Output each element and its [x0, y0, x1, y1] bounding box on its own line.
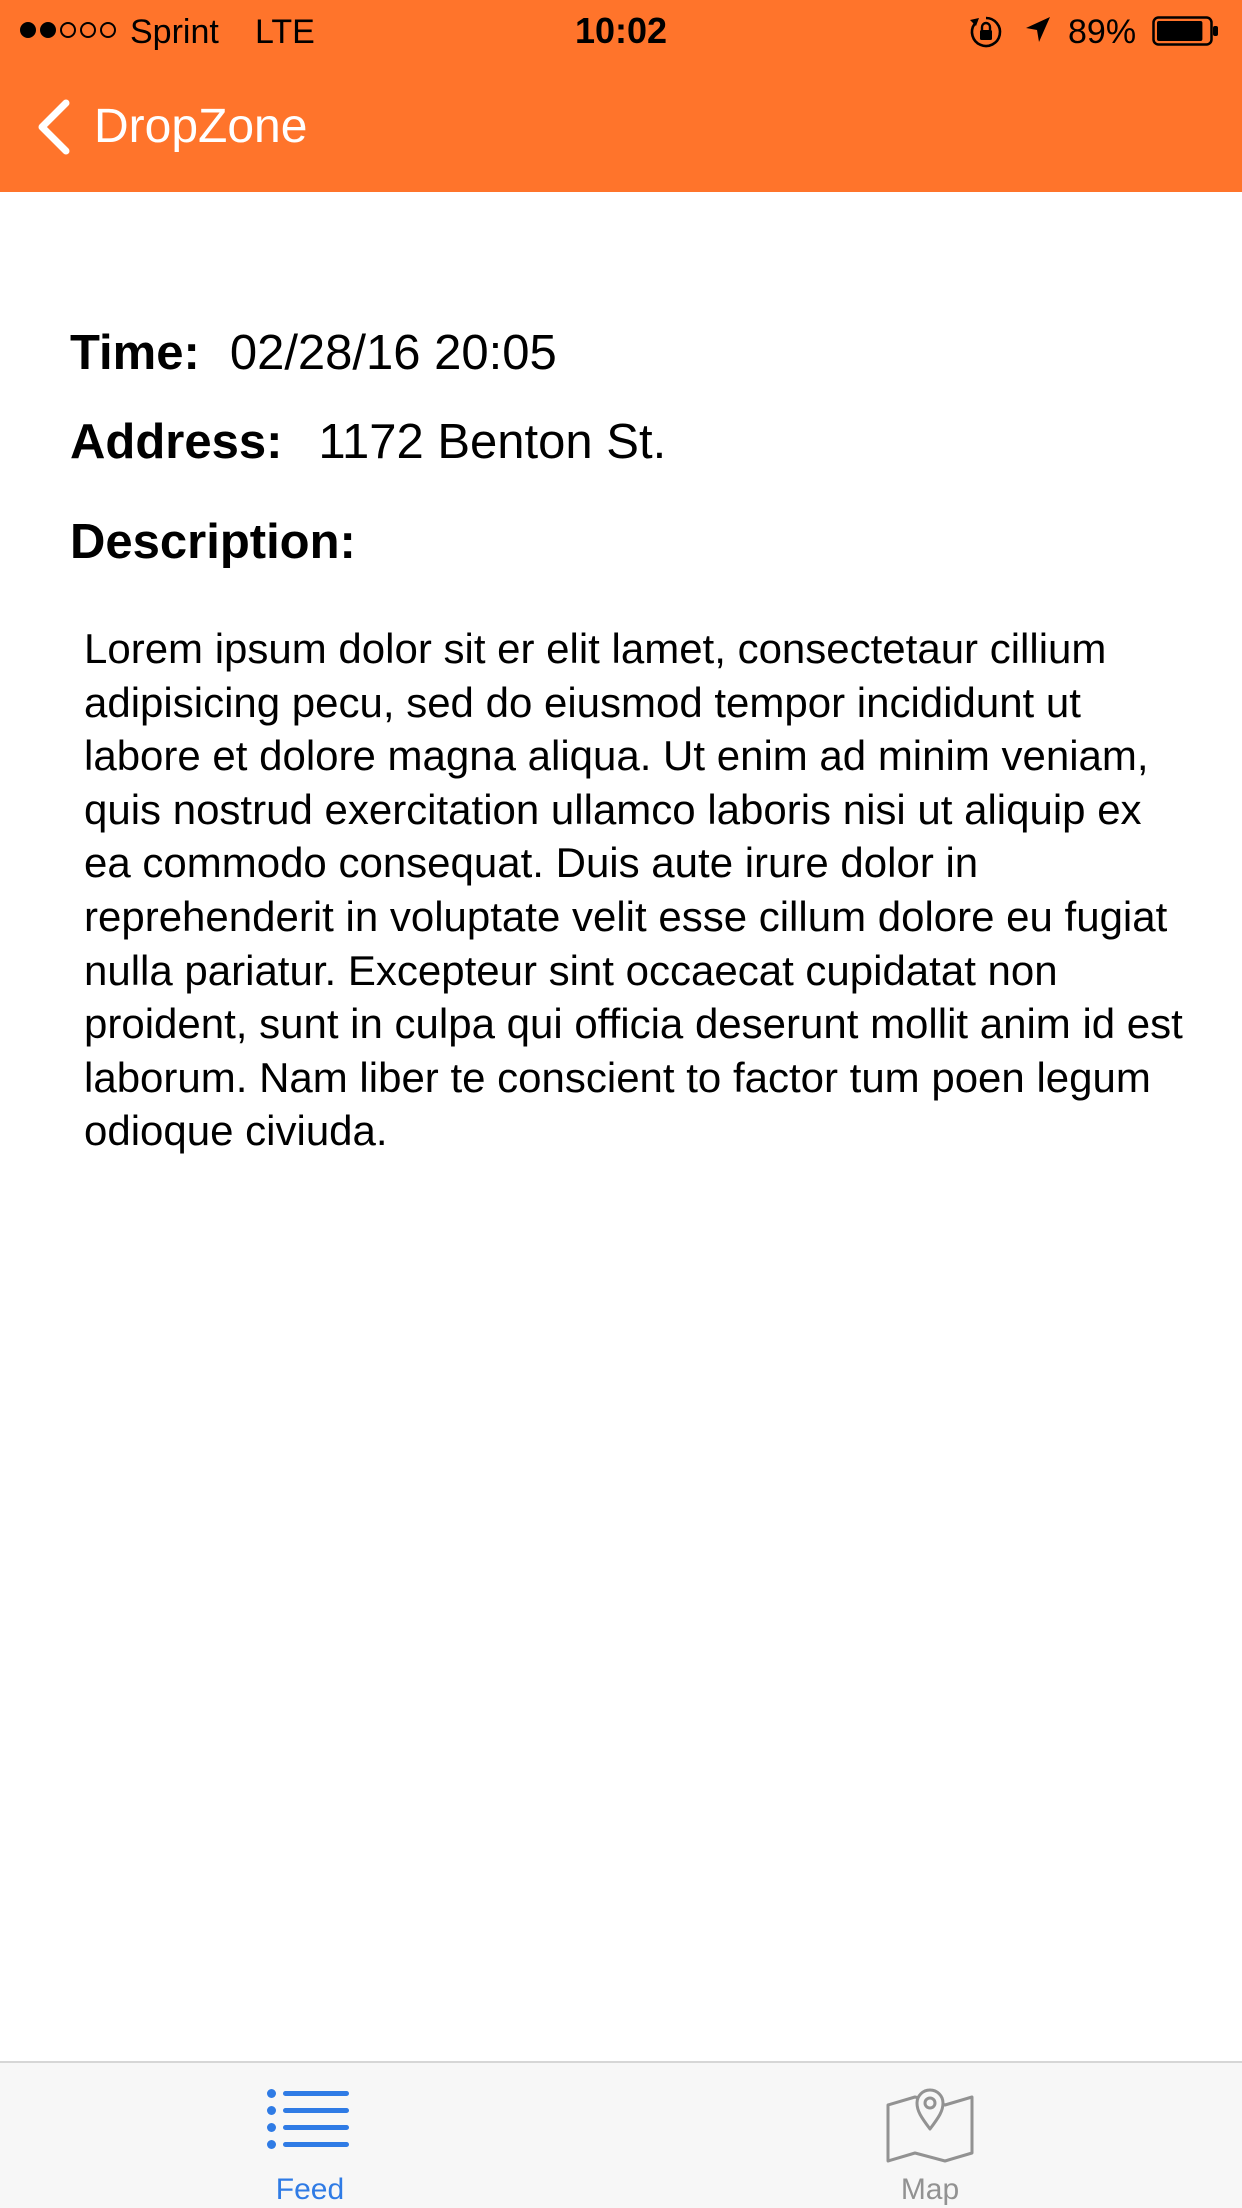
battery-percentage: 89%	[1068, 13, 1137, 51]
location-arrow-icon	[1022, 14, 1054, 46]
address-value: 1172 Benton St.	[318, 415, 667, 469]
network-type: LTE	[255, 13, 315, 51]
battery-icon	[1152, 16, 1220, 46]
tab-bar	[0, 2061, 1242, 2208]
back-button[interactable]	[34, 92, 307, 162]
description-text: Lorem ipsum dolor sit er elit lamet, consectetaur cillium adipisicing pecu, sed do eiusmod tempor incididunt ut labore et dolore magna aliqua. Ut enim ad minim veniam, quis nostrud exercitation ullamco laboris nisi ut aliquip ex ea commodo consequat. Duis aute irure dolor in reprehenderit in voluptate velit esse cillum dolore eu fugiat nulla pariatur. Excepteur sint occaecat cupidatat non proident, sunt in culpa qui officia deserunt mollit anim id est laborum. Nam liber te conscient to factor tum poen legum odioque civiuda.	[84, 625, 1183, 1155]
carrier-name: Sprint	[130, 13, 219, 51]
chevron-left-icon	[34, 97, 74, 157]
time-label: Time:	[70, 326, 200, 380]
tab-map-label: Map	[900, 2173, 960, 2206]
navigation-header	[0, 0, 1242, 192]
address-row	[70, 412, 666, 472]
tab-map[interactable]	[775, 2063, 1085, 2208]
tab-feed-label: Feed	[275, 2173, 345, 2206]
address-label: Address:	[70, 415, 283, 469]
list-icon	[265, 2083, 355, 2173]
map-pin-icon	[885, 2083, 975, 2173]
time-value: 02/28/16 20:05	[229, 326, 557, 380]
time-row	[70, 323, 557, 383]
status-bar	[0, 0, 1242, 60]
description-label: Description:	[70, 515, 356, 569]
description-row	[70, 512, 356, 572]
rotation-lock-icon	[968, 14, 1004, 50]
back-button-label: DropZone	[94, 100, 308, 153]
status-time: 10:02	[574, 10, 668, 51]
tab-feed[interactable]	[155, 2063, 465, 2208]
